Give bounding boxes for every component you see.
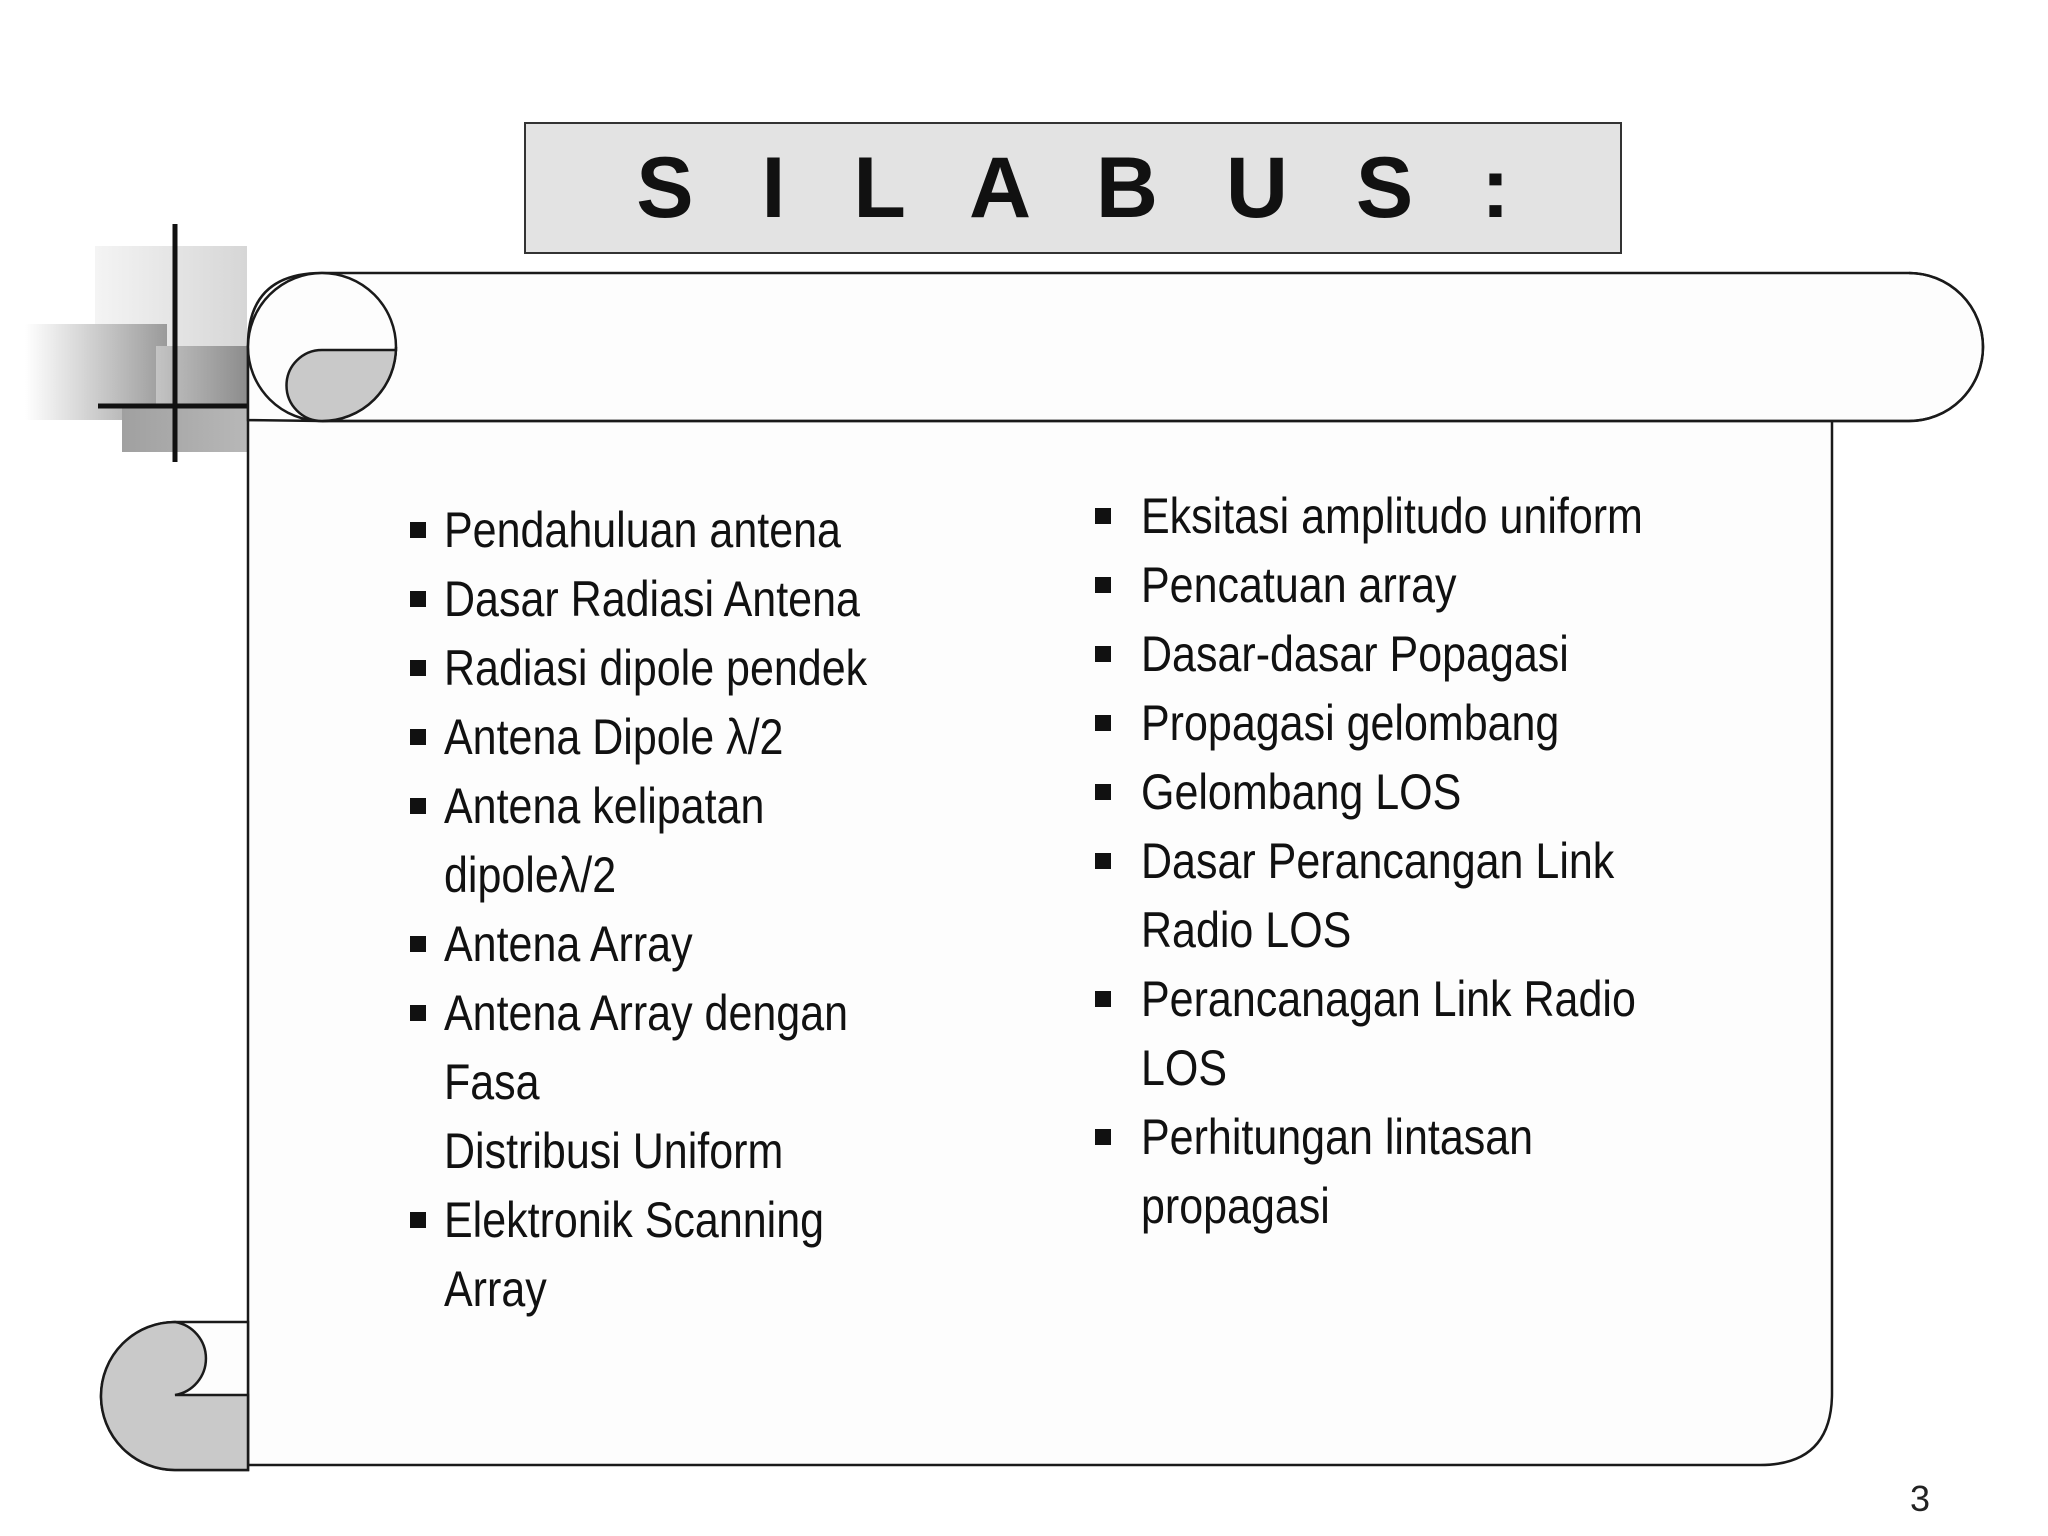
syllabus-item xyxy=(1093,827,1733,965)
syllabus-item-label: Radiasi dipole pendek xyxy=(444,640,868,696)
syllabus-item-label: Dasar Perancangan Link Radio LOS xyxy=(1141,833,1615,958)
syllabus-item-label: Gelombang LOS xyxy=(1141,764,1462,820)
syllabus-item-label: Antena Array dengan Fasa Distribusi Uniform xyxy=(444,985,849,1179)
scroll-top-roll xyxy=(248,273,1983,421)
syllabus-item-label: Pencatuan array xyxy=(1141,557,1457,613)
square-bullet-icon xyxy=(410,522,426,538)
square-bullet-icon xyxy=(1095,508,1111,524)
syllabus-left-column xyxy=(408,496,1008,1324)
syllabus-item-label: Propagasi gelombang xyxy=(1141,695,1560,751)
syllabus-item-label: Antena Array xyxy=(444,916,693,972)
square-bullet-icon xyxy=(410,591,426,607)
syllabus-item xyxy=(408,565,1008,634)
syllabus-item-label: Perancanagan Link Radio LOS xyxy=(1141,971,1636,1096)
corner-decoration xyxy=(25,224,250,462)
syllabus-item-label: Antena Dipole λ/2 xyxy=(444,709,784,765)
syllabus-item-label: Dasar-dasar Popagasi xyxy=(1141,626,1569,682)
syllabus-item xyxy=(1093,758,1733,827)
corner-block-bottom xyxy=(122,406,248,452)
slide-title: S I L A B U S : xyxy=(636,140,1532,236)
square-bullet-icon xyxy=(410,798,426,814)
syllabus-item xyxy=(1093,620,1733,689)
syllabus-item xyxy=(1093,1103,1733,1241)
square-bullet-icon xyxy=(410,660,426,676)
title-box xyxy=(524,122,1622,254)
square-bullet-icon xyxy=(1095,646,1111,662)
syllabus-item xyxy=(408,634,1008,703)
square-bullet-icon xyxy=(410,1212,426,1228)
syllabus-item-label: Eksitasi amplitudo uniform xyxy=(1141,488,1643,544)
square-bullet-icon xyxy=(410,1005,426,1021)
square-bullet-icon xyxy=(1095,853,1111,869)
square-bullet-icon xyxy=(1095,577,1111,593)
square-bullet-icon xyxy=(410,729,426,745)
syllabus-item xyxy=(408,496,1008,565)
syllabus-item xyxy=(1093,965,1733,1103)
square-bullet-icon xyxy=(1095,784,1111,800)
syllabus-right-column xyxy=(1093,482,1733,1241)
syllabus-item xyxy=(408,703,1008,772)
syllabus-item xyxy=(408,772,1008,910)
square-bullet-icon xyxy=(410,936,426,952)
syllabus-item xyxy=(408,979,1008,1186)
square-bullet-icon xyxy=(1095,715,1111,731)
syllabus-item xyxy=(1093,482,1733,551)
syllabus-item-label: Antena kelipatan dipoleλ/2 xyxy=(444,778,765,903)
syllabus-item-label: Perhitungan lintasan propagasi xyxy=(1141,1109,1534,1234)
square-bullet-icon xyxy=(1095,991,1111,1007)
syllabus-item xyxy=(1093,551,1733,620)
syllabus-item-label: Pendahuluan antena xyxy=(444,502,841,558)
syllabus-item-label: Elektronik Scanning Array xyxy=(444,1192,825,1317)
square-bullet-icon xyxy=(1095,1129,1111,1145)
syllabus-item xyxy=(408,910,1008,979)
syllabus-item-label: Dasar Radiasi Antena xyxy=(444,571,860,627)
syllabus-item xyxy=(408,1186,1008,1324)
syllabus-item xyxy=(1093,689,1733,758)
page-number: 3 xyxy=(1910,1478,1931,1519)
